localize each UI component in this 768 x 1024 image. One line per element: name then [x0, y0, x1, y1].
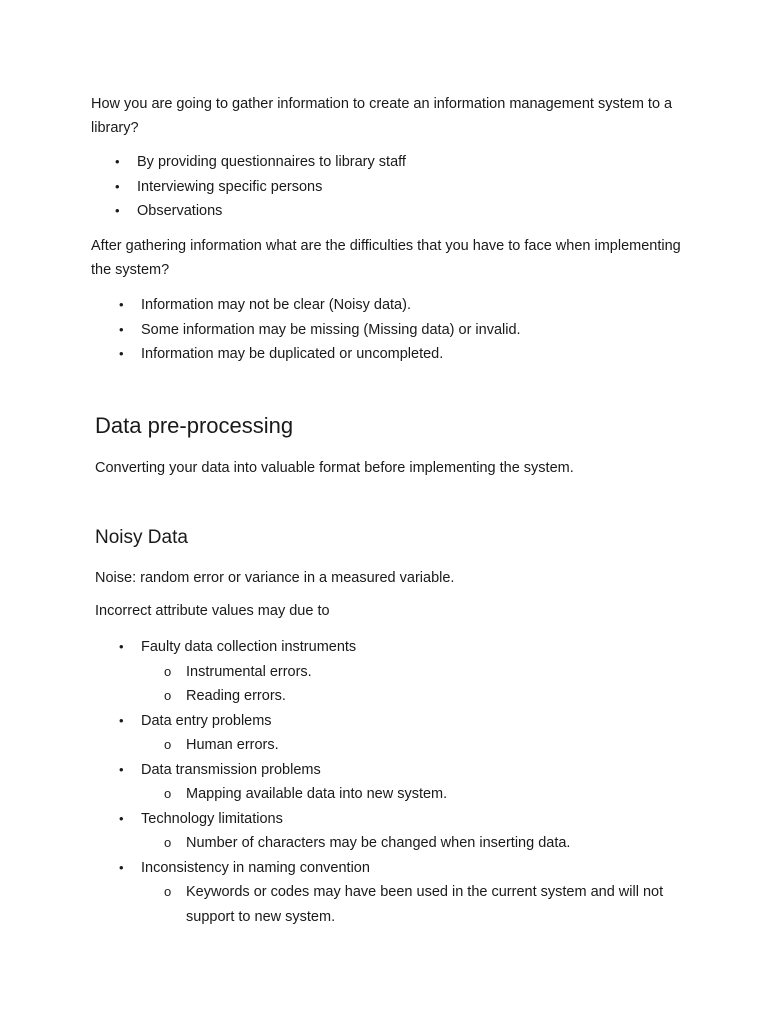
sub-bullet-icon: o: [164, 737, 172, 752]
heading-data-preprocessing: Data pre-processing: [95, 413, 294, 438]
sub-bullet-icon: o: [164, 884, 172, 899]
sub-list-item: o Keywords or codes may have been used in the current system and will not support to new system.: [186, 880, 666, 929]
sub-bullet-icon: o: [164, 786, 172, 801]
bullet-icon: •: [115, 154, 120, 169]
bullet-icon: •: [119, 761, 124, 777]
bullet-icon: •: [115, 178, 120, 194]
sub-list-item: o Mapping available data into new system.: [186, 782, 681, 807]
incorrect-values-intro: Incorrect attribute values may due to: [95, 603, 330, 619]
bullet-icon: •: [115, 203, 120, 218]
list-item: • Technology limitations: [141, 807, 681, 832]
preprocessing-description: Converting your data into valuable format before implementing the system.: [95, 460, 574, 476]
sub-list-item: o Number of characters may be changed when inserting data.: [186, 831, 681, 856]
bullet-icon: •: [119, 810, 124, 826]
bullet-icon: •: [119, 712, 124, 728]
list-item: • Faulty data collection instruments: [141, 635, 681, 660]
list-item: • Information may not be clear (Noisy data).: [141, 293, 521, 318]
noise-definition: Noise: random error or variance in a measured variable.: [95, 570, 455, 586]
sub-bullet-icon: o: [164, 835, 172, 850]
bullet-icon: •: [119, 639, 124, 654]
list-item: • Observations: [137, 199, 406, 224]
difficulties-list: [119, 293, 521, 367]
gather-methods-list: [115, 150, 406, 224]
sub-list-item: o Instrumental errors.: [186, 660, 681, 685]
list-item: • Information may be duplicated or uncompleted.: [141, 342, 521, 367]
noise-causes-list: [119, 635, 681, 929]
bullet-icon: •: [119, 297, 124, 312]
heading-noisy-data: Noisy Data: [95, 527, 188, 548]
list-item: • Inconsistency in naming convention: [141, 856, 681, 881]
sub-list-item: o Human errors.: [186, 733, 681, 758]
sub-list-item: o Reading errors.: [186, 684, 681, 709]
question-gather-information: How you are going to gather information to create an information management system to a library?: [91, 96, 673, 136]
bullet-icon: •: [119, 321, 124, 337]
sub-bullet-icon: o: [164, 663, 172, 679]
list-item: • Data transmission problems: [141, 758, 681, 783]
bullet-icon: •: [119, 346, 124, 361]
sub-bullet-icon: o: [164, 688, 172, 703]
list-item: • Interviewing specific persons: [137, 175, 406, 200]
question-difficulties: After gathering information what are the difficulties that you have to face when implementing the system?: [91, 238, 681, 278]
bullet-icon: •: [119, 859, 124, 875]
list-item: • By providing questionnaires to library staff: [137, 150, 406, 175]
list-item: • Data entry problems: [141, 709, 681, 734]
list-item: • Some information may be missing (Missing data) or invalid.: [141, 318, 521, 343]
